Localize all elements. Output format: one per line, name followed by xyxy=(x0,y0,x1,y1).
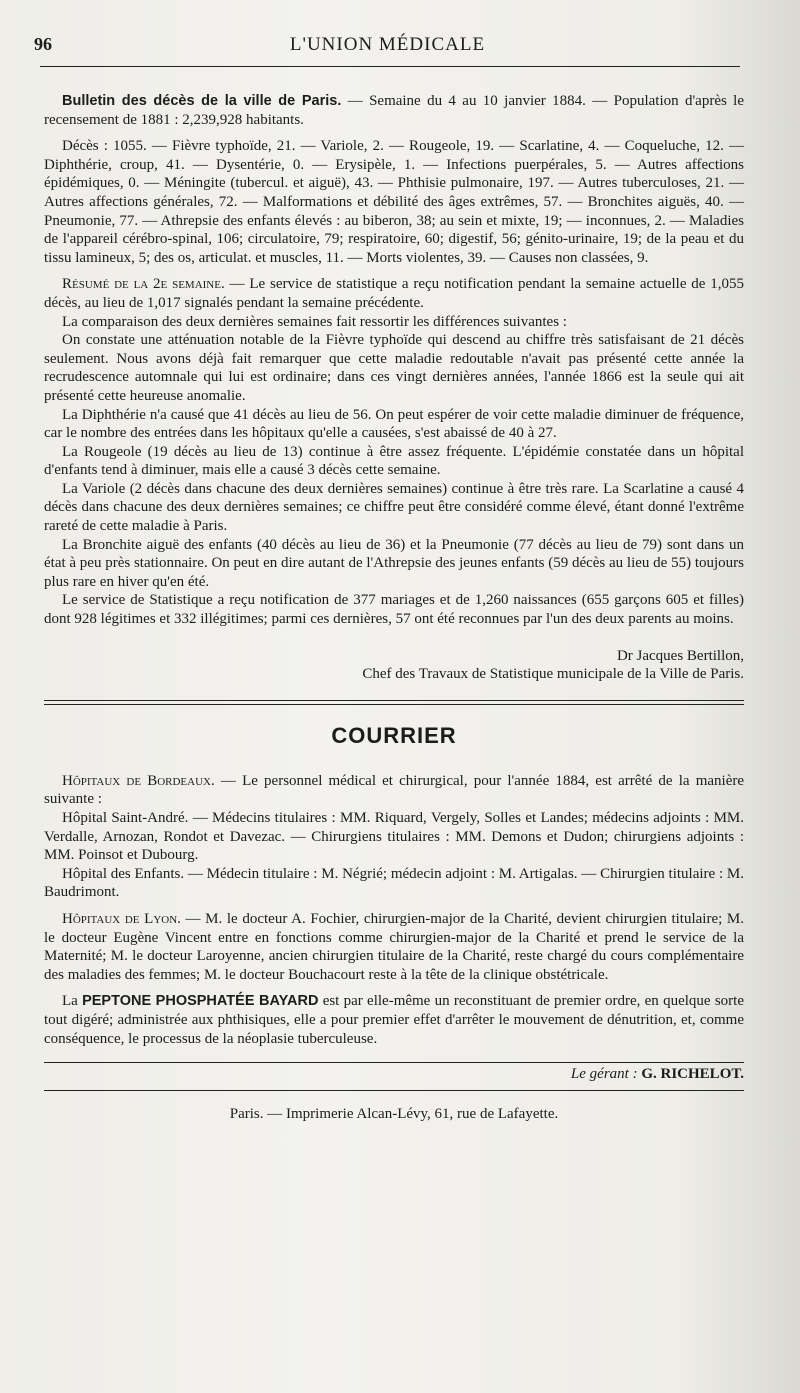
signature-title: Chef des Travaux de Statistique municipale de la Ville de Paris. xyxy=(362,666,744,683)
gerant-name: G. RICHELOT. xyxy=(641,1066,744,1083)
footer-rule-bottom xyxy=(44,1090,744,1091)
resume-paragraph-1: La comparaison des deux dernières semaines fait ressortir les différences suivantes : xyxy=(62,313,567,330)
resume-paragraph-6: La Bronchite aiguë des enfants (40 décès au lieu de 36) et la Pneumonie (77 décès au lieu de 79) sont dans un état à peu près stationnaire. On peut en dire autant de l'Athrepsie des jeunes enfants (59 décès au lieu de 55) toujours plus rare en hiver qu'en été. xyxy=(44,536,744,590)
bulletin-intro xyxy=(44,92,744,129)
resume-paragraph-5: La Variole (2 décès dans chacune des deux dernières semaines) continue à être très rare. La Scarlatine a causé 4 décès dans chacune des deux dernières semaines; ce chiffre peut être considéré comme élevé, étant donné l'extrême rareté de cette maladie à Paris. xyxy=(44,480,744,535)
courrier-title: COURRIER xyxy=(331,722,457,748)
peptone-prefix: La xyxy=(62,993,83,1010)
resume-text-0: — Le service de statistique a reçu notification pendant la semaine actuelle de 1,055 décès, au lieu de 1,017 signalés pendant la semaine précédente. xyxy=(44,276,745,311)
resume-paragraph-0 xyxy=(44,275,744,312)
section-divider xyxy=(44,700,744,705)
bordeaux-paragraph-0 xyxy=(44,772,744,809)
header-rule xyxy=(40,66,740,67)
bordeaux-text-0: — Le personnel médical et chirurgical, pour l'année 1884, est arrêté de la manière suivante : xyxy=(44,772,745,808)
deces-paragraph: Décès : 1055. — Fièvre typhoïde, 21. — Variole, 2. — Rougeole, 19. — Scarlatine, 4. — Coqueluche, 12. — Diphthérie, croup, 41. — Dysentérie, 0. — Erysipèle, 1. — Infections puerpérales, 5. — Autres affections épidémiques, 0. — Méningite (tubercul. et aiguë), 43. — Phthisie pulmonaire, 197. — Autres tuberculoses, 21. — Autres affections générales, 72. — Malformations et débilité des âges extrêmes, 57. — Bronchites aiguës, 40. — Pneumonie, 77. — Athrepsie des enfants élevés : au biberon, 38; au sein et mixte, 19; — inconnues, 2. — Maladies de l'appareil cérébro-spinal, 106; circulatoire, 79; respiratoire, 60; digestif, 56; génito-urinaire, 19; de la peau et du tissu lamineux, 5; des os, articulat. et muscles, 11. — Morts violentes, 39. — Causes non classées, 9. xyxy=(44,138,744,266)
running-title: L'UNION MÉDICALE xyxy=(289,34,486,55)
signature-name: Dr Jacques Bertillon, xyxy=(616,647,744,664)
bordeaux-label: Hôpitaux de Bordeaux. xyxy=(62,772,215,789)
bordeaux-paragraph-2: Hôpital des Enfants. — Médecin titulaire : M. Négrié; médecin adjoint : M. Artigalas. — Chirurgien titulaire : M. Baudrimont. xyxy=(44,865,744,901)
gerant-label: Le gérant : xyxy=(570,1066,638,1083)
resume-paragraph-3: La Diphthérie n'a causé que 41 décès au lieu de 56. On peut espérer de voir cette maladie diminuer de fréquence, car le nombre des entrées dans les hôpitaux qu'elle a causées, s'est abaissé de 40 à 27. xyxy=(44,406,744,442)
peptone-text: est par elle-même un reconstituant de premier ordre, en quelque sorte tout digéré; administrée aux phthisiques, elle a pour premier effet d'arrêter le mouvement de dénutrition, et, comme conséquence, le processus de la néoplasie tuberculeuse. xyxy=(44,993,744,1047)
courrier-heading-block xyxy=(44,700,744,772)
footer-rule xyxy=(44,1062,744,1063)
bulletin-intro-text: — Semaine du 4 au 10 janvier 1884. — Population d'après le recensement de 1881 : 2,239,928 habitants. xyxy=(44,93,744,128)
gerant-line xyxy=(44,1065,744,1084)
article-body xyxy=(44,92,744,1123)
lyon-label: Hôpitaux de Lyon. xyxy=(62,910,181,927)
imprimerie-line: Paris. — Imprimerie Alcan-Lévy, 61, rue de Lafayette. xyxy=(229,1105,559,1122)
resume-label: Résumé de la 2e semaine. xyxy=(62,276,225,293)
peptone-name: PEPTONE PHOSPHATÉE BAYARD xyxy=(82,993,319,1010)
peptone-paragraph xyxy=(44,992,744,1048)
bulletin-title: Bulletin des décès de la ville de Paris. xyxy=(62,93,342,109)
lyon-text: — M. le docteur A. Fochier, chirurgien-major de la Charité, devient chirurgien titulaire; M. le docteur Eugène Vincent entre en fonctions comme chirurgien-major de la Charité et prend le service de la Maternité; M. le docteur Laroyenne, ancien chirurgien titulaire de la Charité, reste chargé du cours complémentaire des maladies des femmes; M. le docteur Bouchacourt reste à la tête de la clinique obstétricale. xyxy=(44,910,744,983)
bordeaux-paragraph-1: Hôpital Saint-André. — Médecins titulaires : MM. Riquard, Vergely, Solles et Landes; médecins adjoints : MM. Verdalle, Arnozan, Rondot et Davezac. — Chirurgiens titulaires : MM. Demons et Dudon; chirurgiens adjoints : MM. Poinsot et Dubourg. xyxy=(44,810,744,864)
resume-paragraph-4: La Rougeole (19 décès au lieu de 13) continue à être assez fréquente. L'épidémie constatée dans un hôpital d'enfants tend à diminuer, mais elle a causé 3 décès cette semaine. xyxy=(44,443,744,479)
resume-paragraph-7: Le service de Statistique a reçu notification de 377 mariages et de 1,260 naissances (655 garçons 605 et filles) dont 928 légitimes et 332 illégitimes; parmi ces dernières, 57 ont été reconnues par l'un des deux parents au moins. xyxy=(44,592,744,628)
page-header xyxy=(30,34,745,60)
resume-paragraph-2: On constate une atténuation notable de la Fièvre typhoïde qui descend au chiffre très satisfaisant de 21 décès seulement. Nous avons déjà fait remarquer que cette maladie redoutable n'avait pas présenté cette année la recrudescence automnale qui lui est ordinaire; dans ces vingt dernières années, l'année 1866 est la seule qui ait présenté cette heureuse anomalie. xyxy=(44,332,744,404)
lyon-paragraph xyxy=(44,910,744,984)
page-number: 96 xyxy=(34,34,52,54)
